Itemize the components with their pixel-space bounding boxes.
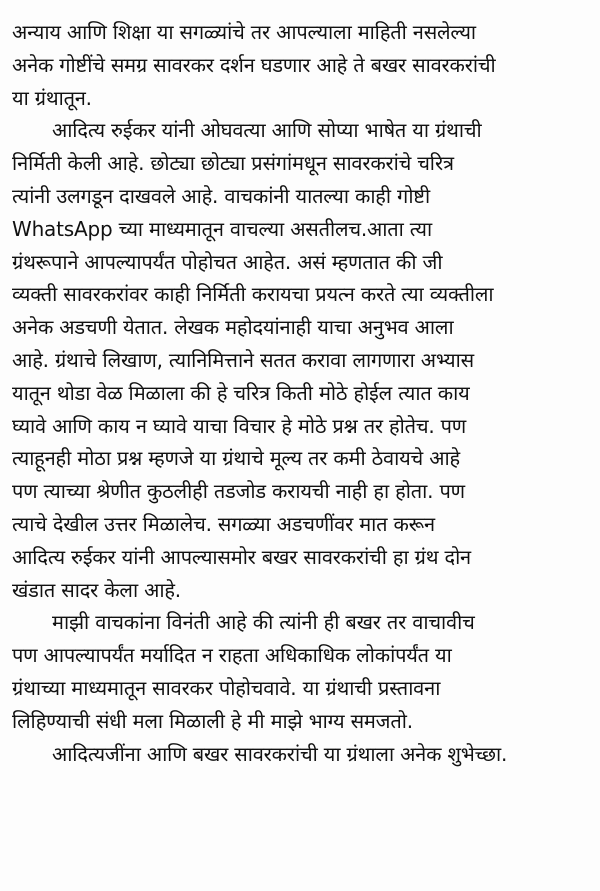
text-line: त्याहूनही मोठा प्रश्न म्हणजे या ग्रंथाचे मूल्य तर कमी ठेवायचे आहे [12, 446, 460, 471]
text-line: यातून थोडा वेळ मिळाला की हे चरित्र किती मोठे होईल त्यात काय [12, 380, 470, 405]
text-line: खंडात सादर केला आहे. [12, 577, 181, 602]
text-line: या ग्रंथातून. [12, 85, 92, 110]
text-line: आदित्यजींना आणि बखर सावरकरांची या ग्रंथाला अनेक शुभेच्छा. [52, 741, 508, 766]
paragraph-3 [12, 606, 592, 737]
text-line: व्यक्ती सावरकरांवर काही निर्मिती करायचा प्रयत्न करते त्या व्यक्तीला [12, 282, 494, 307]
text-line: घ्यावे आणि काय न घ्यावे याचा विचार हे मोठे प्रश्न तर होतेच. पण [12, 413, 467, 438]
paragraph-2 [12, 114, 592, 606]
text-line: WhatsApp च्या माध्यमातून वाचल्या असतीलच.आता त्या [12, 216, 432, 241]
text-line: निर्मिती केली आहे. छोट्या छोट्या प्रसंगांमधून सावरकरांचे चरित्र [12, 151, 454, 176]
text-line: ग्रंथरूपाने आपल्यापर्यंत पोहोचत आहेत. असं म्हणतात की जी [12, 249, 443, 274]
text-line: अनेक अडचणी येतात. लेखक महोदयांनाही याचा अनुभव आला [12, 315, 454, 340]
text-line: ग्रंथाच्या माध्यमातून सावरकर पोहोचवावे. या ग्रंथाची प्रस्तावना [12, 675, 441, 700]
text-line: आदित्य रुईकर यांनी आपल्यासमोर बखर सावरकरांची हा ग्रंथ दोन [12, 544, 471, 569]
text-line: अनेक गोष्टींचे समग्र सावरकर दर्शन घडणार आहे ते बखर सावरकरांची [12, 52, 496, 77]
text-line: पण त्याच्या श्रेणीत कुठलीही तडजोड करायची नाही हा होता. पण [12, 479, 465, 504]
text-line: आहे. ग्रंथाचे लिखाण, त्यानिमित्ताने सतत करावा लागणारा अभ्यास [12, 347, 474, 372]
text-line: त्यांनी उलगडून दाखवले आहे. वाचकांनी यातल्या काही गोष्टी [12, 183, 430, 208]
text-line: अन्याय आणि शिक्षा या सगळ्यांचे तर आपल्याला माहिती नसलेल्या [12, 20, 476, 44]
text-line: त्याचे देखील उत्तर मिळालेच. सगळ्या अडचणींवर मात करून [12, 511, 435, 536]
paragraph-4 [12, 738, 592, 771]
text-line: माझी वाचकांना विनंती आहे की त्यांनी ही बखर तर वाचावीच [52, 610, 475, 635]
paragraph-1 [12, 16, 592, 114]
text-line: पण आपल्यापर्यंत मर्यादित न राहता अधिकाधिक लोकांपर्यंत या [12, 643, 452, 668]
text-line: लिहिण्याची संधी मला मिळाली हे मी माझे भाग्य समजतो. [12, 708, 413, 733]
text-line: आदित्य रुईकर यांनी ओघवत्या आणि सोप्या भाषेत या ग्रंथाची [52, 118, 482, 143]
